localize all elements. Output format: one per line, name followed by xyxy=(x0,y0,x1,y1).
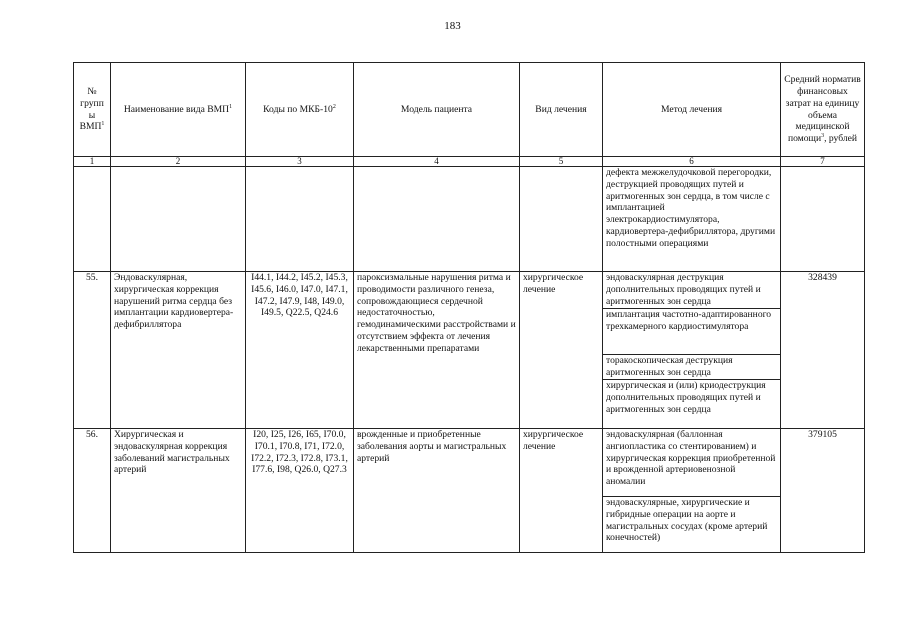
group-number: 55. xyxy=(74,272,111,429)
col-number: 2 xyxy=(111,157,246,167)
treatment-method: торакоскопическая деструкция аритмогенных зон сердца xyxy=(603,355,781,380)
treatment-method: эндоваскулярные, хирургические и гибридные операции на аорте и магистральных сосудах (кроме артерий конечностей) xyxy=(603,497,781,553)
header-treatment-type: Вид лечения xyxy=(520,63,603,157)
icd-codes: I20, I25, I26, I65, I70.0, I70.1, I70.8, I71, I72.0, I72.2, I72.3, I72.8, I73.1, I77.6, I98, Q26.0, Q27.3 xyxy=(246,429,354,553)
header-treatment-method: Метод лечения xyxy=(603,63,781,157)
table-row xyxy=(74,429,865,497)
treatment-type: хирургическое лечение xyxy=(520,272,603,429)
col-number: 4 xyxy=(354,157,520,167)
col-number: 1 xyxy=(74,157,111,167)
cost-value: 328439 xyxy=(781,272,865,429)
cost-value: 379105 xyxy=(781,429,865,553)
header-vmp-name: Наименование вида ВМП$^1$ xyxy=(111,63,246,157)
header-cost-norm: Средний норматив финансовых затрат на единицу объема медицинской помощи$^3$, рублей xyxy=(781,63,865,157)
page-number: 183 xyxy=(444,20,461,32)
treatment-method: хирургическая и (или) криодеструкция дополнительных проводящих путей и аритмогенных зон сердца xyxy=(603,380,781,429)
header-row xyxy=(74,63,865,157)
col-number: 3 xyxy=(246,157,354,167)
col-number: 6 xyxy=(603,157,781,167)
table-row xyxy=(74,272,865,309)
treatment-method: имплантация частотно-адаптированного трехкамерного кардиостимулятора xyxy=(603,309,781,355)
vmp-name: Хирургическая и эндоваскулярная коррекция заболеваний магистральных артерий xyxy=(111,429,246,553)
treatment-method: эндоваскулярная (баллонная ангиопластика со стентированием) и хирургическая коррекция приобретенной и врожденной артериовенозной аномалии xyxy=(603,429,781,497)
icd-codes: I44.1, I44.2, I45.2, I45.3, I45.6, I46.0, I47.0, I47.1, I47.2, I47.9, I48, I49.0, I49.5, Q22.5, Q24.6 xyxy=(246,272,354,429)
treatment-method: эндоваскулярная деструкция дополнительных проводящих путей и аритмогенных зон сердца xyxy=(603,272,781,309)
header-patient-model: Модель пациента xyxy=(354,63,520,157)
col-number: 5 xyxy=(520,157,603,167)
header-group-number: № групп ы ВМП$^1$ xyxy=(74,63,111,157)
column-number-row xyxy=(74,157,865,167)
continued-method: дефекта межжелудочковой перегородки, деструкцией проводящих путей и аритмогенных зон сердца, в том числе с имплантацией электрокардиостимулятора, кардиовертера-дефибриллятора, другими полостными операциями xyxy=(603,167,781,272)
continued-row xyxy=(74,167,865,272)
col-number: 7 xyxy=(781,157,865,167)
group-number: 56. xyxy=(74,429,111,553)
patient-model: пароксизмальные нарушения ритма и проводимости различного генеза, сопровождающиеся сердечной недостаточностью, гемодинамическими расстройствами и отсутствием эффекта от лечения лекарственными препаратами xyxy=(354,272,520,429)
vmp-table xyxy=(73,62,865,553)
header-icd-codes: Коды по МКБ-$10^2$ xyxy=(246,63,354,157)
treatment-type: хирургическое лечение xyxy=(520,429,603,553)
vmp-name: Эндоваскулярная, хирургическая коррекция нарушений ритма сердца без имплантации кардиовертера-дефибриллятора xyxy=(111,272,246,429)
patient-model: врожденные и приобретенные заболевания аорты и магистральных артерий xyxy=(354,429,520,553)
